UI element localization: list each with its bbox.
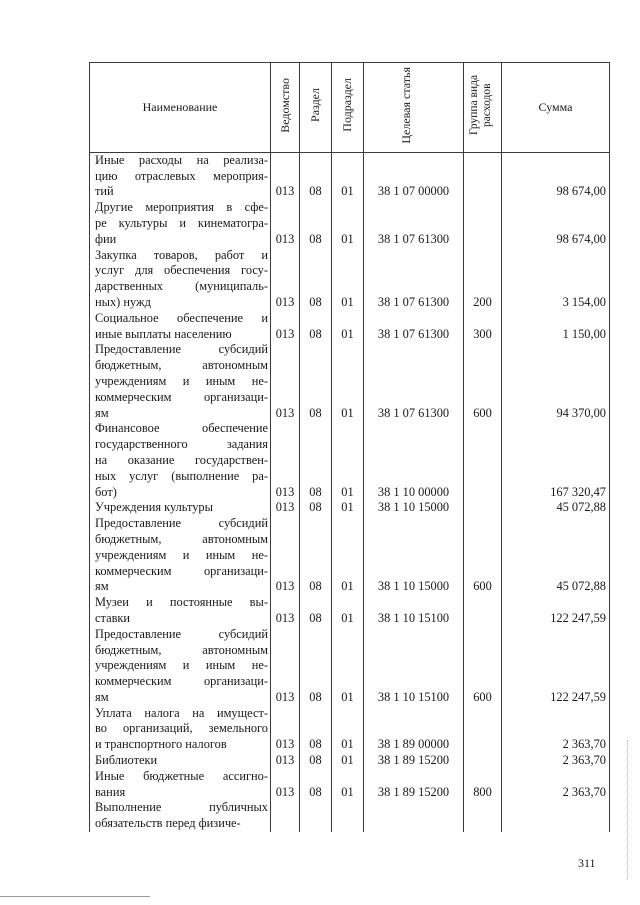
cell-name-line: услуг для обеспечения госу- xyxy=(95,263,268,278)
cell-department: 013 xyxy=(271,248,300,311)
cell-name-line: Закупка товаров, работ и xyxy=(95,247,268,262)
header-section xyxy=(300,63,332,153)
cell-section: 08 xyxy=(300,342,332,421)
cell-target-article xyxy=(364,800,464,832)
cell-amount: 45 072,88 xyxy=(502,516,610,595)
cell-expense-group xyxy=(464,152,502,200)
cell-name-line: дарственных (муниципаль- xyxy=(95,279,268,294)
cell-name-line: Предоставление субсидий xyxy=(95,342,268,357)
cell-target-article: 38 1 10 15000 xyxy=(364,516,464,595)
footer-rule xyxy=(0,896,150,897)
cell-expense-group: 300 xyxy=(464,311,502,343)
cell-section: 08 xyxy=(300,500,332,516)
cell-name-line: ставки xyxy=(95,610,131,625)
header-target-article xyxy=(364,63,464,153)
cell-name-line: коммерческим организаци- xyxy=(95,674,268,689)
table-row xyxy=(90,500,610,516)
cell-name-line: коммерческим организаци- xyxy=(95,389,268,404)
header-department-label: Ведомство xyxy=(277,77,292,133)
cell-amount: 1 150,00 xyxy=(502,311,610,343)
cell-name xyxy=(90,421,271,500)
header-expense-group-label: Группа вида расходов xyxy=(467,74,493,136)
cell-section: 08 xyxy=(300,753,332,769)
table-row xyxy=(90,769,610,801)
cell-name-line: ных услуг (выполнение ра- xyxy=(95,468,268,483)
table-row xyxy=(90,595,610,627)
cell-expense-group: 600 xyxy=(464,627,502,706)
cell-amount xyxy=(502,800,610,832)
cell-name xyxy=(90,516,271,595)
cell-name-line: Уплата налога на имущест- xyxy=(95,705,268,720)
cell-subsection: 01 xyxy=(332,311,364,343)
cell-subsection: 01 xyxy=(332,200,364,247)
cell-subsection: 01 xyxy=(332,627,364,706)
cell-expense-group xyxy=(464,753,502,769)
cell-department: 013 xyxy=(271,595,300,627)
cell-department: 013 xyxy=(271,152,300,200)
cell-name-line: ре культуры и кинематогра- xyxy=(95,215,268,230)
cell-name-line: Учреждения культуры xyxy=(95,500,213,515)
cell-name xyxy=(90,800,271,832)
cell-name-line: учреждениям и иным не- xyxy=(95,658,268,673)
cell-name-line: Музеи и постоянные вы- xyxy=(95,595,268,610)
table-row xyxy=(90,152,610,200)
cell-amount: 3 154,00 xyxy=(502,248,610,311)
cell-section: 08 xyxy=(300,421,332,500)
table-row xyxy=(90,706,610,753)
table-row xyxy=(90,200,610,247)
cell-subsection xyxy=(332,800,364,832)
cell-department: 013 xyxy=(271,421,300,500)
cell-subsection: 01 xyxy=(332,152,364,200)
cell-department: 013 xyxy=(271,200,300,247)
cell-section: 08 xyxy=(300,627,332,706)
cell-expense-group: 600 xyxy=(464,342,502,421)
table-row xyxy=(90,248,610,311)
cell-section: 08 xyxy=(300,706,332,753)
cell-amount: 45 072,88 xyxy=(502,500,610,516)
cell-amount: 122 247,59 xyxy=(502,595,610,627)
cell-name-line: ям xyxy=(95,405,109,420)
table-row xyxy=(90,421,610,500)
cell-section: 08 xyxy=(300,152,332,200)
cell-subsection: 01 xyxy=(332,421,364,500)
page-number: 311 xyxy=(578,856,596,870)
cell-name-line: иные выплаты населению xyxy=(95,326,232,341)
cell-target-article: 38 1 89 15200 xyxy=(364,769,464,801)
cell-name-line: ям xyxy=(95,689,109,704)
cell-department: 013 xyxy=(271,627,300,706)
cell-name-line: коммерческим организаци- xyxy=(95,563,268,578)
cell-department: 013 xyxy=(271,311,300,343)
cell-name-line: Иные бюджетные ассигно- xyxy=(95,768,268,783)
table-header xyxy=(90,63,610,153)
cell-name xyxy=(90,753,271,769)
cell-name-line: обязательств перед физиче- xyxy=(95,816,241,831)
cell-department: 013 xyxy=(271,342,300,421)
cell-name xyxy=(90,342,271,421)
header-target-article-label: Целевая статья xyxy=(398,66,413,144)
table-body xyxy=(90,152,610,832)
cell-amount: 98 674,00 xyxy=(502,200,610,247)
cell-target-article: 38 1 10 00000 xyxy=(364,421,464,500)
cell-department: 013 xyxy=(271,500,300,516)
cell-department: 013 xyxy=(271,516,300,595)
cell-name-line: Финансовое обеспечение xyxy=(95,421,268,436)
cell-subsection: 01 xyxy=(332,753,364,769)
cell-name-line: во организаций, земельного xyxy=(95,721,268,736)
cell-name-line: тий xyxy=(95,184,114,199)
cell-department: 013 xyxy=(271,753,300,769)
cell-section: 08 xyxy=(300,516,332,595)
header-expense-group xyxy=(464,63,502,153)
cell-section: 08 xyxy=(300,248,332,311)
cell-name xyxy=(90,595,271,627)
cell-amount: 2 363,70 xyxy=(502,769,610,801)
cell-name-line: ям xyxy=(95,579,109,594)
cell-amount: 2 363,70 xyxy=(502,753,610,769)
cell-department: 013 xyxy=(271,769,300,801)
cell-target-article: 38 1 10 15100 xyxy=(364,595,464,627)
header-department xyxy=(271,63,300,153)
cell-department: 013 xyxy=(271,706,300,753)
cell-section: 08 xyxy=(300,595,332,627)
cell-target-article: 38 1 89 15200 xyxy=(364,753,464,769)
cell-name-line: и транспортного налогов xyxy=(95,737,227,752)
cell-section: 08 xyxy=(300,200,332,247)
cell-target-article: 38 1 07 00000 xyxy=(364,152,464,200)
cell-name-line: фии xyxy=(95,231,117,246)
cell-name-line: цию отраслевых мероприя- xyxy=(95,168,268,183)
table-row xyxy=(90,342,610,421)
cell-amount: 2 363,70 xyxy=(502,706,610,753)
cell-name-line: ных) нужд xyxy=(95,294,151,309)
cell-amount: 167 320,47 xyxy=(502,421,610,500)
table-row xyxy=(90,627,610,706)
cell-subsection: 01 xyxy=(332,706,364,753)
cell-amount: 94 370,00 xyxy=(502,342,610,421)
cell-name-line: учреждениям и иным не- xyxy=(95,373,268,388)
cell-name-line: бюджетным, автономным xyxy=(95,531,268,546)
cell-subsection: 01 xyxy=(332,500,364,516)
cell-expense-group: 200 xyxy=(464,248,502,311)
cell-section xyxy=(300,800,332,832)
header-section-label: Раздел xyxy=(308,88,322,122)
cell-expense-group xyxy=(464,200,502,247)
cell-target-article: 38 1 89 00000 xyxy=(364,706,464,753)
cell-expense-group xyxy=(464,500,502,516)
cell-target-article: 38 1 10 15100 xyxy=(364,627,464,706)
cell-target-article: 38 1 07 61300 xyxy=(364,248,464,311)
header-amount: Сумма xyxy=(502,63,610,153)
cell-name-line: бот) xyxy=(95,484,117,499)
cell-name-line: государственного задания xyxy=(95,437,268,452)
table-row xyxy=(90,753,610,769)
cell-name-line: бюджетным, автономным xyxy=(95,358,268,373)
cell-section: 08 xyxy=(300,769,332,801)
cell-name-line: Другие мероприятия в сфе- xyxy=(95,200,268,215)
cell-name-line: Выполнение публичных xyxy=(95,800,268,815)
header-subsection-label: Подраздел xyxy=(340,78,354,132)
cell-subsection: 01 xyxy=(332,342,364,421)
cell-name xyxy=(90,311,271,343)
cell-subsection: 01 xyxy=(332,595,364,627)
cell-name xyxy=(90,152,271,200)
cell-name xyxy=(90,706,271,753)
cell-amount: 122 247,59 xyxy=(502,627,610,706)
cell-name xyxy=(90,500,271,516)
cell-expense-group xyxy=(464,706,502,753)
cell-target-article: 38 1 07 61300 xyxy=(364,342,464,421)
cell-subsection: 01 xyxy=(332,769,364,801)
cell-department xyxy=(271,800,300,832)
cell-target-article: 38 1 07 61300 xyxy=(364,200,464,247)
cell-subsection: 01 xyxy=(332,248,364,311)
cell-amount: 98 674,00 xyxy=(502,152,610,200)
cell-name-line: Предоставление субсидий xyxy=(95,626,268,641)
page-edge-mark xyxy=(627,740,629,880)
cell-name-line: Социальное обеспечение и xyxy=(95,310,268,325)
cell-name-line: вания xyxy=(95,784,126,799)
cell-name-line: на оказание государствен- xyxy=(95,452,268,467)
cell-expense-group xyxy=(464,595,502,627)
table-row xyxy=(90,800,610,832)
header-name: Наименование xyxy=(90,63,271,153)
cell-name-line: учреждениям и иным не- xyxy=(95,547,268,562)
cell-name-line: Иные расходы на реализа- xyxy=(95,152,268,167)
cell-name xyxy=(90,248,271,311)
cell-target-article: 38 1 07 61300 xyxy=(364,311,464,343)
cell-target-article: 38 1 10 15000 xyxy=(364,500,464,516)
table-row xyxy=(90,516,610,595)
cell-expense-group: 600 xyxy=(464,516,502,595)
budget-table xyxy=(89,62,610,832)
cell-section: 08 xyxy=(300,311,332,343)
cell-name-line: Предоставление субсидий xyxy=(95,516,268,531)
cell-name-line: бюджетным, автономным xyxy=(95,642,268,657)
cell-name-line: Библиотеки xyxy=(95,753,158,768)
cell-expense-group xyxy=(464,800,502,832)
cell-expense-group: 800 xyxy=(464,769,502,801)
cell-subsection: 01 xyxy=(332,516,364,595)
cell-expense-group xyxy=(464,421,502,500)
cell-name xyxy=(90,769,271,801)
cell-name xyxy=(90,200,271,247)
table-row xyxy=(90,311,610,343)
header-subsection xyxy=(332,63,364,153)
cell-name xyxy=(90,627,271,706)
